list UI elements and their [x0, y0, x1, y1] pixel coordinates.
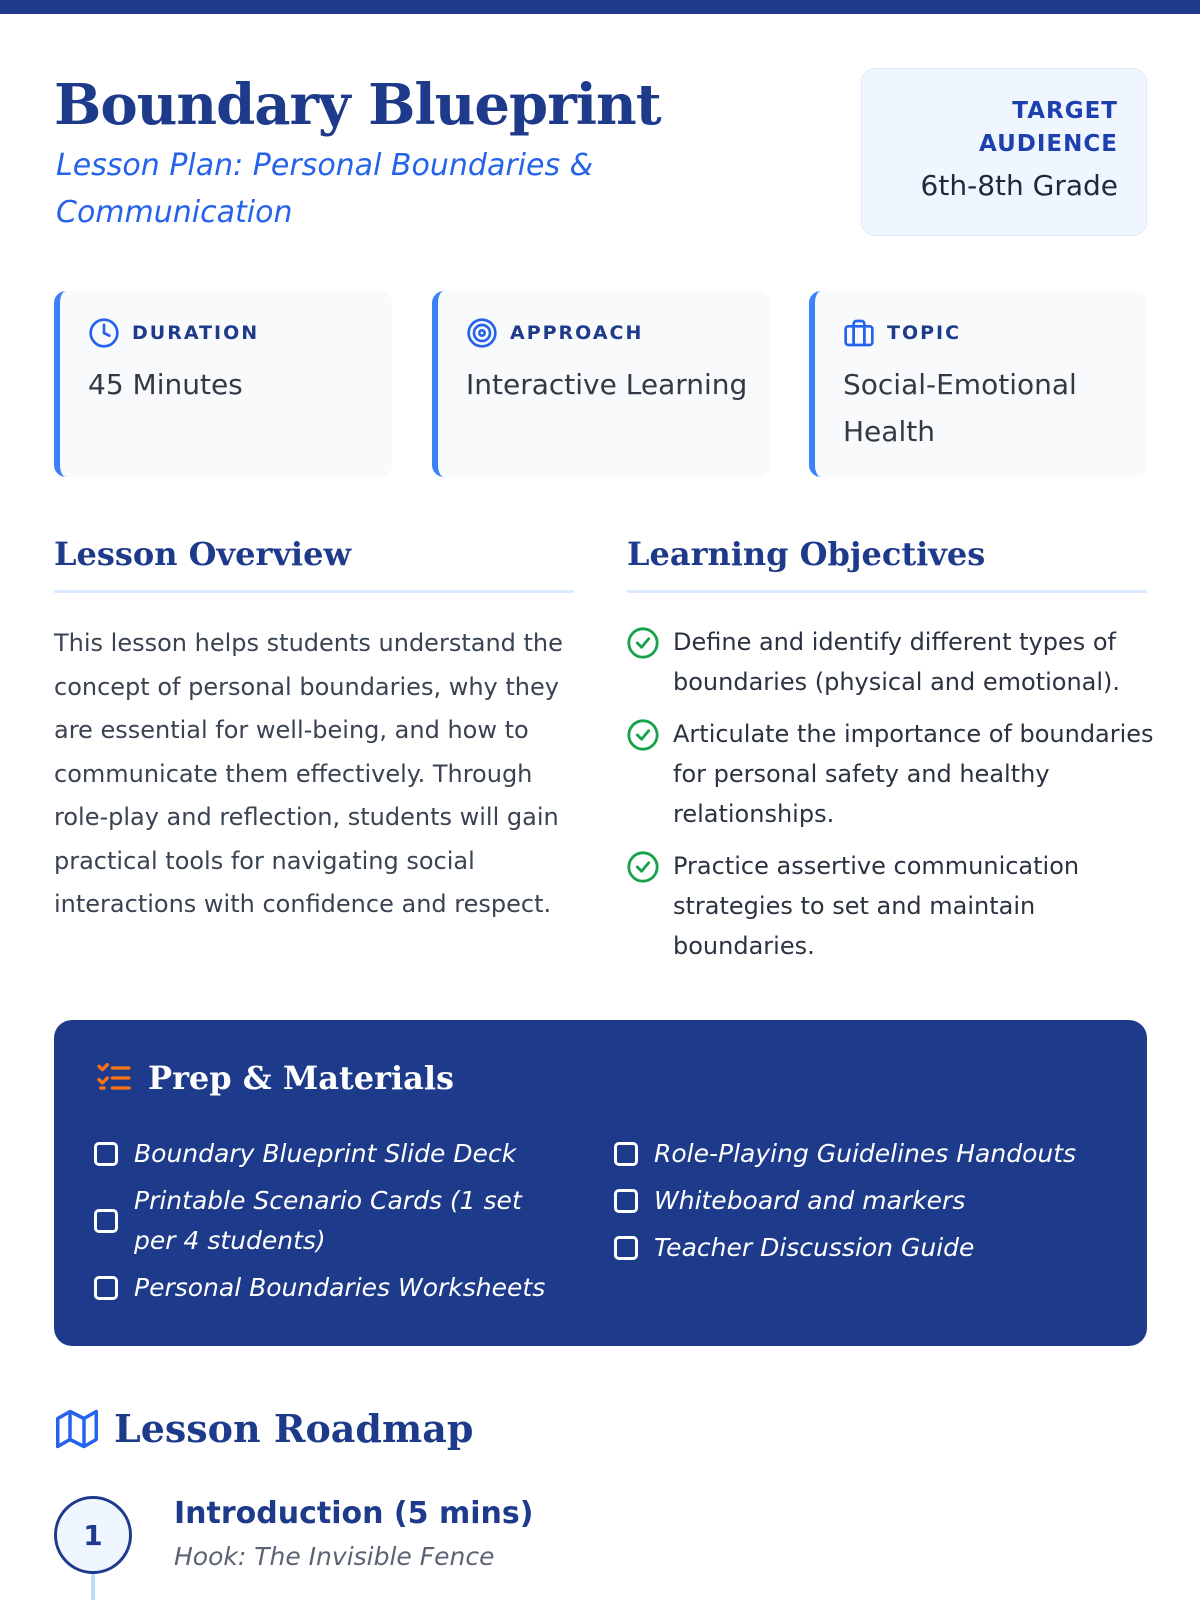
- overview-divider: [54, 590, 574, 593]
- material-label: Personal Boundaries Worksheets: [134, 1273, 546, 1302]
- prep-heading: Prep & Materials: [148, 1059, 455, 1097]
- overview-heading: Lesson Overview: [54, 535, 351, 573]
- materials-column-right: [614, 1134, 1114, 1275]
- material-label: Boundary Blueprint Slide Deck: [134, 1139, 517, 1168]
- material-item[interactable]: [614, 1181, 1114, 1221]
- step-title: Introduction (5 mins): [174, 1496, 534, 1531]
- checkbox[interactable]: [614, 1236, 638, 1260]
- objective-item: [626, 622, 1156, 702]
- material-label: Role-Playing Guidelines Handouts: [654, 1139, 1077, 1168]
- material-item[interactable]: [614, 1134, 1114, 1174]
- info-card-label: TOPIC: [887, 322, 962, 344]
- info-card-value: Social-Emotional Health: [843, 368, 1077, 448]
- material-label: Whiteboard and markers: [654, 1186, 966, 1215]
- step-subtitle: Hook: The Invisible Fence: [174, 1542, 495, 1571]
- objectives-heading: Learning Objectives: [627, 535, 986, 573]
- material-item[interactable]: [94, 1134, 554, 1174]
- objective-text: Articulate the importance of boundaries for personal safety and healthy relationships.: [673, 720, 1154, 828]
- page-subtitle: Lesson Plan: Personal Boundaries & Communication: [56, 148, 594, 230]
- target-audience-box: [861, 68, 1147, 236]
- info-card-label: APPROACH: [510, 322, 644, 344]
- map-icon: [56, 1408, 98, 1450]
- info-card-value: Interactive Learning: [466, 368, 748, 401]
- prep-materials-panel: [54, 1020, 1147, 1346]
- top-accent-bar: [0, 0, 1200, 14]
- material-item[interactable]: [94, 1181, 554, 1261]
- target-audience-label: TARGET AUDIENCE: [979, 98, 1118, 157]
- checklist-icon: [94, 1058, 134, 1098]
- roadmap-header: [56, 1406, 473, 1451]
- objectives-list: [626, 622, 1156, 978]
- material-label: Teacher Discussion Guide: [654, 1233, 975, 1262]
- checkbox[interactable]: [94, 1142, 118, 1166]
- page-title: Boundary Blueprint: [54, 72, 661, 138]
- info-card-duration: [54, 291, 392, 477]
- briefcase-icon: [843, 317, 875, 349]
- objective-text: Practice assertive communication strategies to set and maintain boundaries.: [673, 852, 1080, 960]
- checkbox[interactable]: [94, 1209, 118, 1233]
- materials-column-left: [94, 1134, 554, 1315]
- checkbox[interactable]: [614, 1189, 638, 1213]
- material-item[interactable]: [94, 1268, 554, 1308]
- objectives-divider: [627, 590, 1147, 593]
- target-audience-value: 6th-8th Grade: [920, 169, 1118, 202]
- objective-item: [626, 846, 1156, 966]
- roadmap-heading: Lesson Roadmap: [114, 1406, 474, 1451]
- objective-item: [626, 714, 1156, 834]
- check-circle-icon: [626, 626, 660, 660]
- info-card-approach: [432, 291, 770, 477]
- timeline-connector: [91, 1570, 95, 1600]
- check-circle-icon: [626, 718, 660, 752]
- step-number-badge: 1: [54, 1496, 132, 1574]
- checkbox[interactable]: [614, 1142, 638, 1166]
- check-circle-icon: [626, 850, 660, 884]
- info-card-topic: [809, 291, 1147, 477]
- overview-text: This lesson helps students understand the concept of personal boundaries, why they are essential for well-being, and how to communicate them effectively. Through role-play and reflection, students will gain practical tools for navigating social interactions with confidence and respect.: [54, 629, 563, 918]
- target-icon: [466, 317, 498, 349]
- info-card-value: 45 Minutes: [88, 368, 243, 401]
- material-item[interactable]: [614, 1228, 1114, 1268]
- info-card-label: DURATION: [132, 322, 260, 344]
- checkbox[interactable]: [94, 1276, 118, 1300]
- material-label: Printable Scenario Cards (1 set per 4 students): [134, 1186, 522, 1255]
- clock-icon: [88, 317, 120, 349]
- objective-text: Define and identify different types of boundaries (physical and emotional).: [673, 628, 1121, 696]
